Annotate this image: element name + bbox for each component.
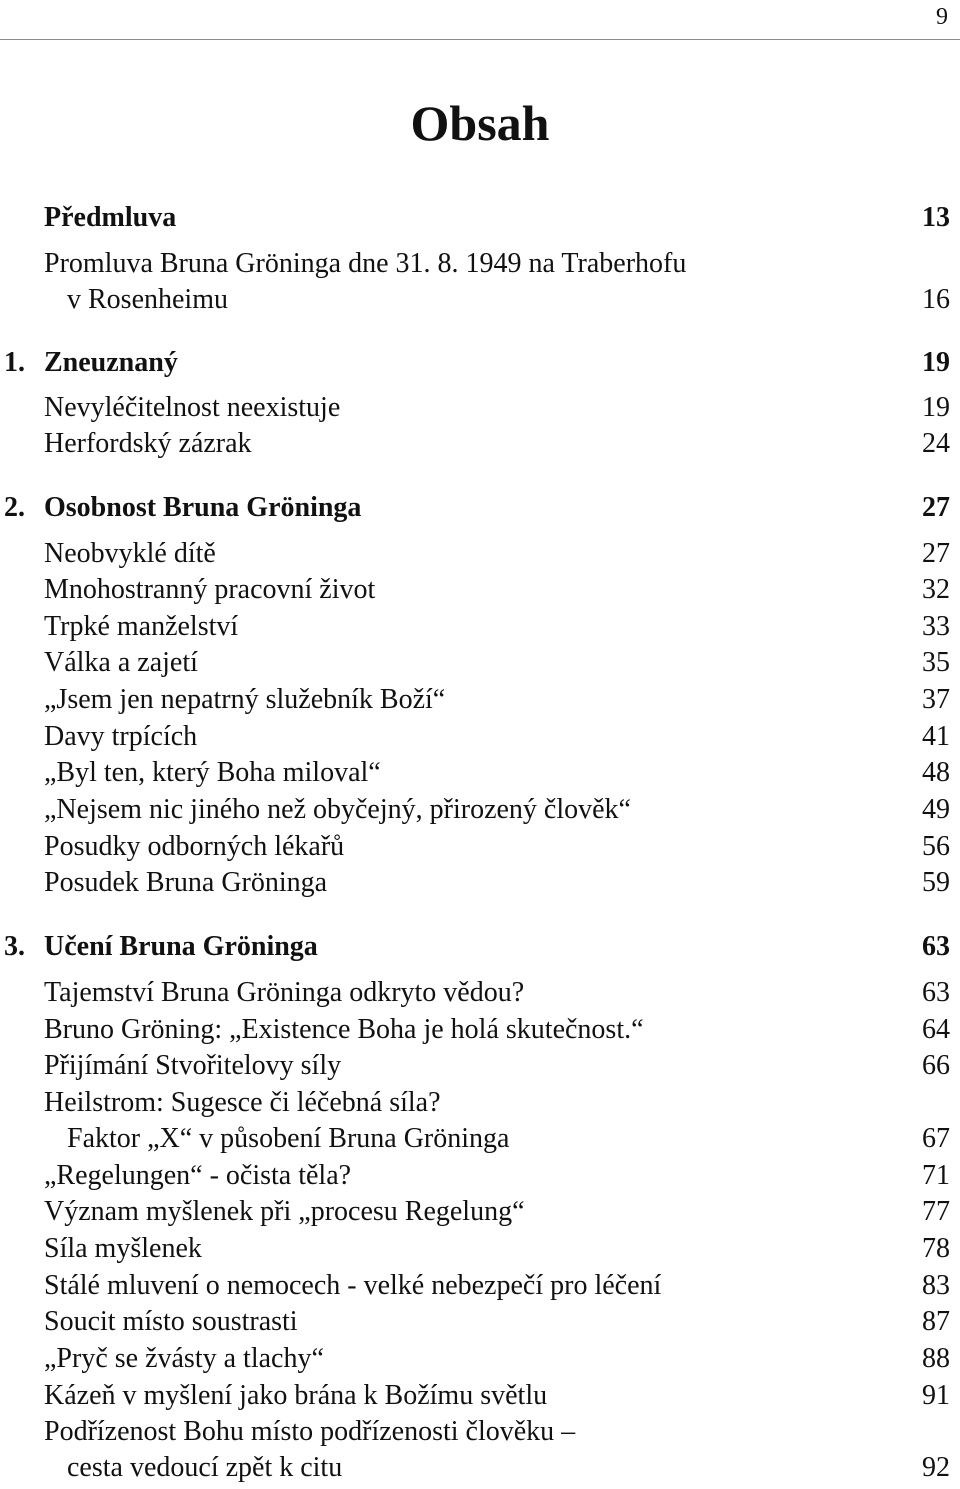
toc-entry-label: Posudek Bruna Gröninga (44, 867, 328, 898)
toc-entry-label: Trpké manželství (44, 611, 239, 642)
toc-page-number: 56 (922, 831, 950, 862)
toc-entry-label: Posudky odborných lékařů (44, 831, 345, 862)
toc-row (0, 284, 960, 316)
toc-entry-label: Zneuznaný (44, 347, 178, 378)
toc-row (0, 1087, 960, 1119)
toc-page-number: 33 (922, 611, 950, 642)
toc-row (0, 977, 960, 1009)
page-number: 9 (936, 4, 948, 30)
toc-row (0, 721, 960, 753)
toc-page-number: 71 (922, 1160, 950, 1191)
toc-row (0, 1050, 960, 1082)
toc-page-number: 16 (922, 284, 950, 315)
toc-page-number: 63 (922, 977, 950, 1008)
toc-page-number: 41 (922, 721, 950, 752)
toc-row (0, 647, 960, 679)
toc-page-number: 92 (922, 1452, 950, 1483)
toc-entry-label: v Rosenheimu (67, 284, 228, 315)
toc-page-number: 24 (922, 428, 950, 459)
toc-page-number: 59 (922, 867, 950, 898)
toc-entry-label: „Byl ten, který Boha miloval“ (44, 757, 381, 788)
toc-chapter-row (0, 492, 960, 524)
toc-page-number: 35 (922, 647, 950, 678)
toc-page-number: 88 (922, 1343, 950, 1374)
toc-entry-label: Neobvyklé dítě (44, 538, 216, 569)
toc-row (0, 611, 960, 643)
toc-entry-label: Promluva Bruna Gröninga dne 31. 8. 1949 na Traberhofu (44, 248, 687, 279)
toc-page-number: 78 (922, 1233, 950, 1264)
toc-row (0, 1343, 960, 1375)
toc-entry-label: cesta vedoucí zpět k citu (67, 1452, 343, 1483)
toc-entry-label: Davy trpících (44, 721, 198, 752)
toc-page-number: 91 (922, 1380, 950, 1411)
toc-row (0, 1416, 960, 1448)
toc-entry-label: „Regelungen“ - očista těla? (44, 1160, 352, 1191)
toc-entry-label: „Jsem jen nepatrný služebník Boží“ (44, 684, 446, 715)
toc-entry-label: Kázeň v myšlení jako brána k Božímu světlu (44, 1380, 548, 1411)
toc-page-number: 66 (922, 1050, 950, 1081)
chapter-number: 2. (4, 492, 25, 523)
toc-row (0, 1270, 960, 1302)
toc-row (0, 684, 960, 716)
toc-row (0, 1196, 960, 1228)
toc-row (0, 574, 960, 606)
toc-page-number: 19 (922, 347, 950, 378)
toc-entry-label: Herfordský zázrak (44, 428, 252, 459)
toc-row (0, 1014, 960, 1046)
toc-row (0, 1306, 960, 1338)
toc-entry-label: Osobnost Bruna Gröninga (44, 492, 362, 523)
toc-entry-label: Stálé mluvení o nemocech - velké nebezpečí pro léčení (44, 1270, 662, 1301)
toc-entry-label: Význam myšlenek při „procesu Regelung“ (44, 1196, 525, 1227)
toc-entry-label: Mnohostranný pracovní život (44, 574, 376, 605)
toc-row (0, 248, 960, 280)
toc-row (0, 757, 960, 789)
toc-entry-label: Tajemství Bruna Gröninga odkryto vědou? (44, 977, 525, 1008)
toc-entry-label: Přijímání Stvořitelovy síly (44, 1050, 342, 1081)
toc-row (0, 831, 960, 863)
toc-chapter-row (0, 347, 960, 379)
toc-row (0, 392, 960, 424)
toc-row (0, 1123, 960, 1155)
toc-entry-label: Faktor „X“ v působení Bruna Gröninga (67, 1123, 510, 1154)
toc-page-number: 63 (922, 931, 950, 962)
toc-entry-label: Předmluva (44, 202, 177, 233)
chapter-number: 3. (4, 931, 25, 962)
toc-page-number: 67 (922, 1123, 950, 1154)
toc-entry-label: Podřízenost Bohu místo podřízenosti člověku – (44, 1416, 576, 1447)
toc-row (0, 867, 960, 899)
toc-chapter-row (0, 931, 960, 963)
page-title: Obsah (410, 95, 550, 151)
toc-entry-label: Soucit místo soustrasti (44, 1306, 298, 1337)
toc-page-number: 27 (922, 538, 950, 569)
toc-row (0, 538, 960, 570)
toc-row (0, 1380, 960, 1412)
toc-row (0, 1233, 960, 1265)
toc-page-number: 37 (922, 684, 950, 715)
toc-row (0, 428, 960, 460)
toc-row (0, 202, 960, 234)
toc-page-number: 27 (922, 492, 950, 523)
toc-entry-label: Heilstrom: Sugesce či léčebná síla? (44, 1087, 441, 1118)
toc-entry-label: Nevyléčitelnost neexistuje (44, 392, 341, 423)
toc-row (0, 794, 960, 826)
toc-page-number: 48 (922, 757, 950, 788)
toc-entry-label: Síla myšlenek (44, 1233, 202, 1264)
toc-entry-label: „Nejsem nic jiného než obyčejný, přirozený člověk“ (44, 794, 631, 825)
chapter-number: 1. (4, 347, 25, 378)
toc-entry-label: Válka a zajetí (44, 647, 198, 678)
toc-entry-label: Učení Bruna Gröninga (44, 931, 318, 962)
toc-row (0, 1452, 960, 1484)
toc-page-number: 77 (922, 1196, 950, 1227)
toc-page-number: 64 (922, 1014, 950, 1045)
toc-page-number: 83 (922, 1270, 950, 1301)
toc-page-number: 13 (922, 202, 950, 233)
toc-page-number: 19 (922, 392, 950, 423)
toc-page-number: 49 (922, 794, 950, 825)
toc-row (0, 1160, 960, 1192)
toc-entry-label: Bruno Gröning: „Existence Boha je holá skutečnost.“ (44, 1014, 644, 1045)
toc-page-number: 87 (922, 1306, 950, 1337)
toc-page-number: 32 (922, 574, 950, 605)
toc-entry-label: „Pryč se žvásty a tlachy“ (44, 1343, 324, 1374)
